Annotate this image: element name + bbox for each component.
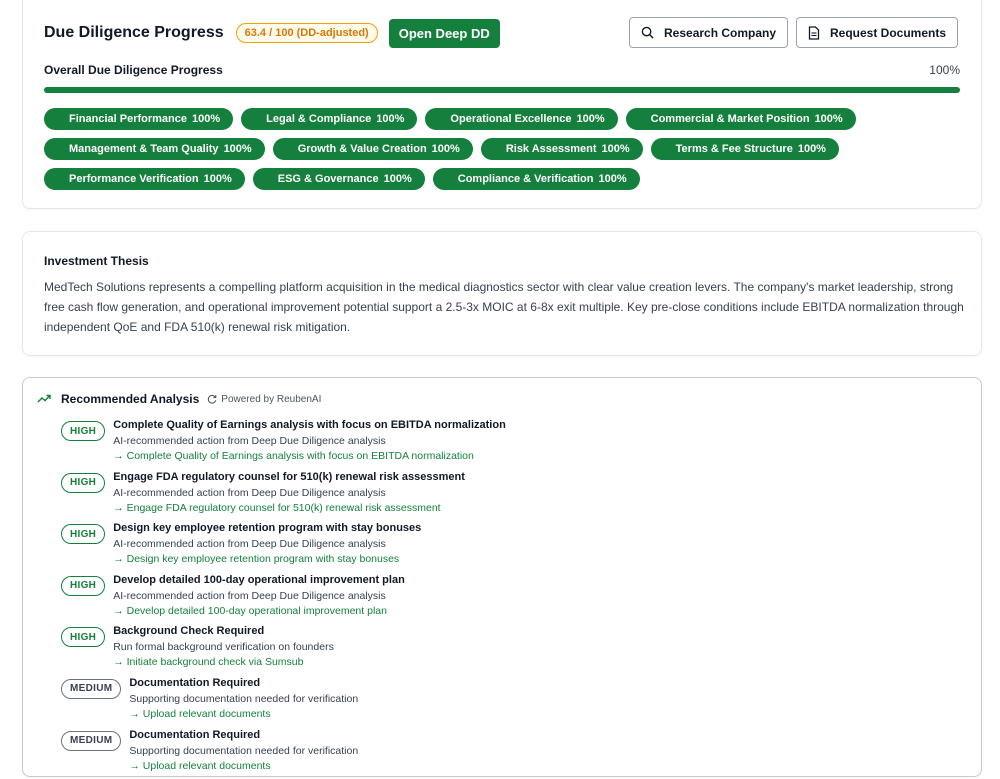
category-chip-percent: 100%	[797, 143, 826, 155]
category-chip-label: Legal & Compliance	[266, 113, 372, 125]
category-chip-label: Risk Assessment	[505, 143, 597, 155]
research-company-label: Research Company	[664, 25, 777, 40]
overall-progress-fill	[44, 87, 960, 93]
powered-by	[207, 394, 321, 405]
recommendation-body	[129, 676, 358, 728]
recommendation-description: Supporting documentation needed for verification	[129, 744, 359, 757]
priority-badge: HIGH	[61, 627, 105, 647]
investment-thesis-card	[22, 231, 982, 356]
chip-row	[44, 108, 964, 130]
recommendation-title: Background Check Required	[113, 625, 265, 638]
refresh-icon[interactable]	[207, 394, 217, 404]
category-chip-label: Financial Performance	[69, 113, 187, 125]
recommendation-body	[113, 573, 405, 625]
recommended-title: Recommended Analysis	[61, 392, 200, 406]
chip-row	[44, 168, 964, 190]
recommendation-action-link[interactable]: → Develop detailed 100-day operational improvement plan	[113, 604, 387, 617]
thesis-text: MedTech Solutions represents a compelling platform acquisition in the medical diagnostics sector with clear value creation levers. The company's market leadership, strong free cash flow generation, and operational improvement potential support a 2.5-3x MOIC at 6-8x exit multiple. Key pre-close conditions include EBITDA normalization through independent QoE and FDA 510(k) renewal risk mitigation.	[44, 280, 964, 334]
dd-score-badge: 63.4 / 100 (DD-adjusted)	[236, 23, 378, 43]
recommendation-item	[61, 470, 941, 522]
request-documents-label: Request Documents	[830, 25, 947, 40]
priority-badge: HIGH	[61, 576, 105, 596]
overall-progress-value: 100%	[929, 63, 960, 77]
progress-header	[44, 17, 960, 49]
category-chip-percent: 100%	[376, 113, 405, 125]
search-icon	[641, 26, 654, 39]
recommendation-title: Engage FDA regulatory counsel for 510(k) renewal risk assessment	[113, 470, 465, 483]
recommendation-description: Run formal background verification on founders	[113, 641, 334, 654]
category-chip[interactable]	[481, 138, 643, 160]
recommendation-title: Documentation Required	[129, 728, 261, 741]
progress-title: Due Diligence Progress	[44, 24, 224, 41]
category-chip[interactable]	[273, 138, 473, 160]
priority-badge: MEDIUM	[61, 731, 121, 751]
recommendation-action-link[interactable]: → Engage FDA regulatory counsel for 510(k) renewal risk assessment	[113, 501, 441, 514]
recommendation-description: AI-recommended action from Deep Due Diligence analysis	[113, 538, 386, 551]
category-chip[interactable]	[44, 168, 245, 190]
document-icon	[808, 26, 820, 40]
category-chip-label: Commercial & Market Position	[650, 113, 810, 125]
recommendation-title: Complete Quality of Earnings analysis with focus on EBITDA normalization	[113, 419, 506, 431]
recommended-header	[37, 392, 321, 406]
category-chip-label: Terms & Fee Structure	[675, 143, 793, 155]
category-chip[interactable]	[433, 168, 640, 190]
category-chip[interactable]	[253, 168, 425, 190]
category-chip-percent: 100%	[223, 143, 252, 155]
recommendation-body	[113, 418, 506, 470]
category-chip[interactable]	[425, 108, 617, 130]
category-chip[interactable]	[651, 138, 839, 160]
priority-badge: MEDIUM	[61, 679, 121, 699]
category-chip[interactable]	[44, 138, 265, 160]
request-documents-button[interactable]	[796, 17, 958, 48]
recommended-analysis-card	[22, 377, 982, 777]
category-chip-percent: 100%	[601, 143, 630, 155]
priority-badge: HIGH	[61, 524, 105, 544]
overall-progress-label: Overall Due Diligence Progress	[44, 63, 223, 77]
recommendation-action-link[interactable]: → Design key employee retention program with stay bonuses	[113, 553, 400, 566]
recommendation-body	[113, 624, 334, 676]
recommendation-action-link[interactable]: → Initiate background check via Sumsub	[113, 656, 304, 669]
recommendation-item	[61, 521, 941, 573]
category-chip-label: ESG & Governance	[277, 173, 379, 185]
recommendation-item	[61, 624, 941, 676]
category-chip-percent: 100%	[203, 173, 232, 185]
overall-progress-row	[44, 63, 960, 77]
powered-by-label: Powered by ReubenAI	[221, 393, 322, 405]
category-chips	[44, 108, 964, 198]
category-chip[interactable]	[44, 108, 233, 130]
recommendation-title: Develop detailed 100-day operational improvement plan	[113, 573, 405, 586]
recommendation-body	[129, 728, 358, 779]
category-chip[interactable]	[626, 108, 856, 130]
priority-badge: HIGH	[61, 473, 105, 493]
category-chip-label: Operational Excellence	[450, 113, 572, 125]
category-chip-percent: 100%	[814, 113, 843, 125]
trending-up-icon	[37, 394, 51, 404]
category-chip-percent: 100%	[598, 173, 627, 185]
category-chip[interactable]	[241, 108, 417, 130]
recommendation-action-link[interactable]: → Upload relevant documents	[129, 759, 271, 772]
recommendation-description: AI-recommended action from Deep Due Diligence analysis	[113, 589, 386, 602]
open-deep-dd-button[interactable]: Open Deep DD	[389, 19, 500, 48]
research-company-button[interactable]	[629, 17, 788, 48]
recommendation-title: Documentation Required	[129, 676, 261, 689]
category-chip-percent: 100%	[431, 143, 460, 155]
recommendation-description: Supporting documentation needed for verification	[129, 692, 359, 705]
recommendation-item	[61, 676, 941, 728]
category-chip-label: Compliance & Verification	[457, 173, 594, 185]
category-chip-percent: 100%	[576, 113, 605, 125]
chip-row	[44, 138, 964, 160]
due-diligence-progress-card	[22, 0, 982, 209]
recommendation-title: Design key employee retention program with stay bonuses	[113, 522, 422, 535]
recommendation-item	[61, 573, 941, 625]
category-chip-label: Management & Team Quality	[69, 143, 219, 155]
recommendation-body	[113, 470, 465, 522]
recommendation-body	[113, 521, 421, 573]
recommendation-list	[61, 418, 941, 779]
category-chip-label: Growth & Value Creation	[297, 143, 427, 155]
recommendation-description: AI-recommended action from Deep Due Diligence analysis	[113, 486, 386, 499]
recommendation-description: AI-recommended action from Deep Due Diligence analysis	[113, 435, 386, 447]
recommendation-action-link[interactable]: → Upload relevant documents	[129, 707, 271, 720]
recommendation-item	[61, 728, 941, 779]
thesis-title: Investment Thesis	[44, 254, 149, 268]
category-chip-label: Performance Verification	[69, 173, 199, 185]
category-chip-percent: 100%	[383, 173, 412, 185]
recommendation-action-link[interactable]: → Complete Quality of Earnings analysis with focus on EBITDA normalization	[113, 450, 474, 462]
recommendation-item	[61, 418, 941, 470]
priority-badge: HIGH	[61, 421, 105, 441]
category-chip-percent: 100%	[192, 113, 221, 125]
overall-progress-bar	[44, 87, 960, 93]
